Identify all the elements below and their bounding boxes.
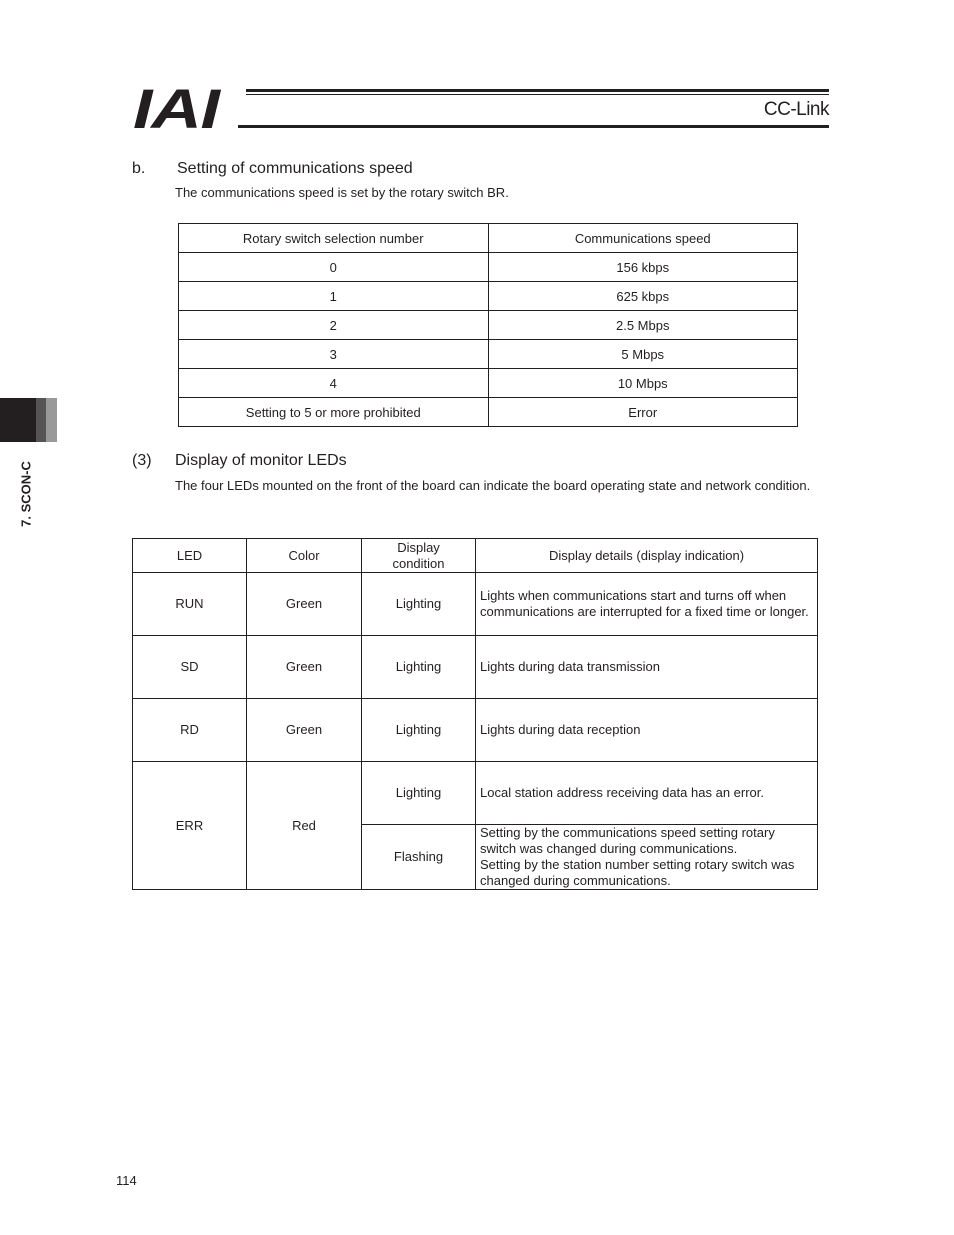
table-cell: Setting to 5 or more prohibited: [179, 398, 489, 427]
led-color: Green: [247, 573, 362, 636]
section-b-description: The communications speed is set by the rotary switch BR.: [175, 185, 509, 200]
table-row-sd: [133, 636, 818, 699]
led-details: Lights during data transmission: [476, 636, 818, 699]
header-cell: Color: [247, 539, 362, 573]
section-3-description: The four LEDs mounted on the front of the board can indicate the board operating state and network condition.: [175, 478, 811, 493]
header-condition-line2: condition: [392, 555, 445, 571]
table-row-rd: [133, 699, 818, 762]
section-3-marker: (3): [132, 452, 152, 469]
led-table-header: [133, 539, 818, 573]
header-rule-bottom: [238, 125, 829, 128]
table-row: [179, 311, 798, 340]
table-cell: 3: [179, 340, 489, 369]
led-details: Lights during data reception: [476, 699, 818, 762]
table-cell: 4: [179, 369, 489, 398]
product-name: CC-Link: [763, 99, 829, 120]
led-name: RD: [133, 699, 247, 762]
led-condition: Flashing: [362, 825, 476, 890]
header-rule-top-thin: [246, 94, 829, 95]
table-row: [179, 282, 798, 311]
header-cell: LED: [133, 539, 247, 573]
table-cell: 156 kbps: [488, 253, 798, 282]
table-row-err-lighting: [133, 762, 818, 825]
iai-logo: IAI: [133, 77, 219, 140]
header-cell: Rotary switch selection number: [179, 224, 489, 253]
led-details-line: Setting by the communications speed setting rotary switch was changed during communications.: [480, 825, 775, 856]
led-details: Local station address receiving data has an error.: [476, 762, 818, 825]
section-b-title: Setting of communications speed: [177, 160, 413, 177]
header-cell: Communications speed: [488, 224, 798, 253]
table-cell: 0: [179, 253, 489, 282]
table-row: [179, 253, 798, 282]
led-condition: Lighting: [362, 636, 476, 699]
table-cell: 10 Mbps: [488, 369, 798, 398]
section-b-marker: b.: [132, 160, 146, 177]
led-color: Green: [247, 636, 362, 699]
table-cell: 2: [179, 311, 489, 340]
led-name: SD: [133, 636, 247, 699]
led-name: RUN: [133, 573, 247, 636]
table-row: [179, 340, 798, 369]
led-table: [132, 538, 818, 890]
table-row: [179, 369, 798, 398]
led-details-line: Setting by the station number setting rotary switch was changed during communications.: [480, 857, 795, 888]
led-condition: Lighting: [362, 573, 476, 636]
led-color: Red: [247, 762, 362, 890]
chapter-label: 7. SCON-C: [18, 461, 34, 527]
chapter-tab-mid: [36, 398, 46, 442]
table-cell: 625 kbps: [488, 282, 798, 311]
led-details: Lights when communications start and turns off when communications are interrupted for a fixed time or longer.: [476, 573, 818, 636]
header-condition-line1: Display: [397, 539, 440, 555]
table-row: [179, 398, 798, 427]
led-details: [476, 825, 818, 890]
table-cell: 1: [179, 282, 489, 311]
header-cell: [362, 539, 476, 573]
page-number: 114: [116, 1173, 137, 1188]
table-row-run: [133, 573, 818, 636]
header-cell: Display details (display indication): [476, 539, 818, 573]
section-3-title: Display of monitor LEDs: [175, 452, 347, 469]
led-name: ERR: [133, 762, 247, 890]
led-condition: Lighting: [362, 762, 476, 825]
header-rule-top: [246, 89, 829, 92]
chapter-tab-light: [46, 398, 57, 442]
speed-table: [178, 223, 798, 427]
speed-table-header: [179, 224, 798, 253]
led-condition: Lighting: [362, 699, 476, 762]
led-color: Green: [247, 699, 362, 762]
table-cell: Error: [488, 398, 798, 427]
table-cell: 5 Mbps: [488, 340, 798, 369]
table-cell: 2.5 Mbps: [488, 311, 798, 340]
